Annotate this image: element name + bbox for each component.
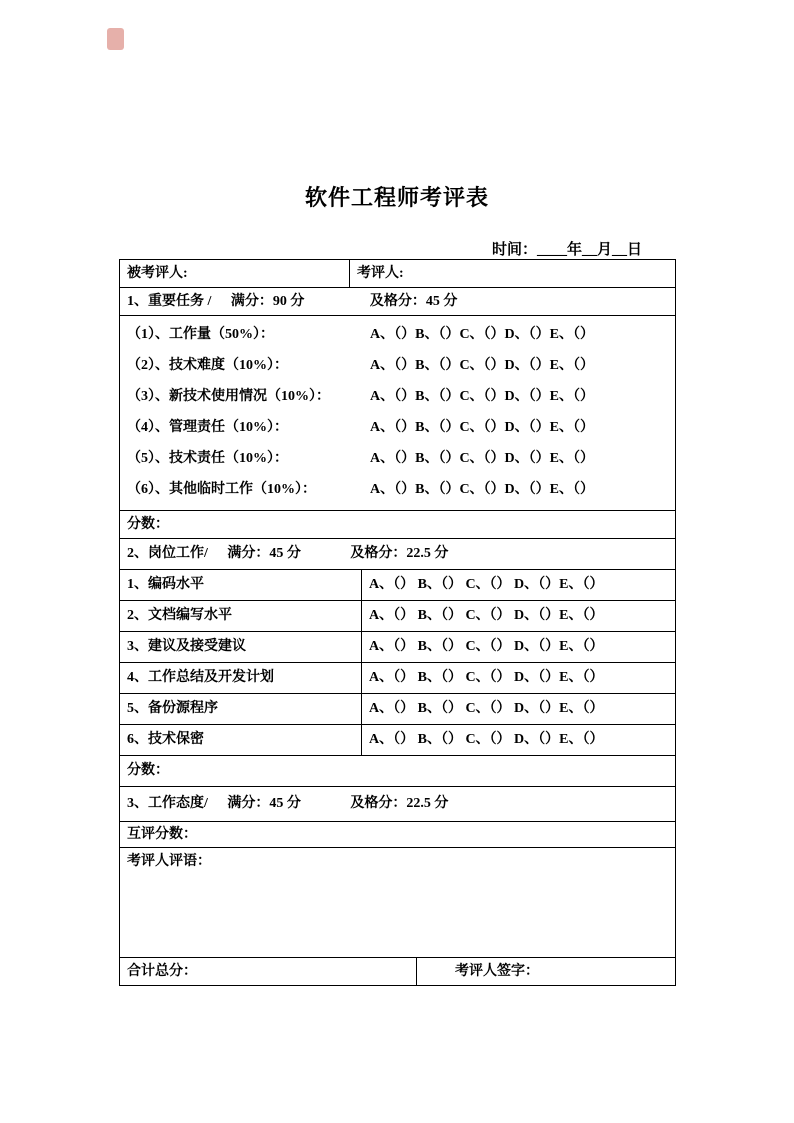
section1-score-row <box>120 510 675 538</box>
section1-body-cell <box>120 316 675 510</box>
criteria-row-2 <box>120 600 675 631</box>
parties-row <box>120 260 675 287</box>
criteria-2-label: 2、文档编写水平 <box>127 608 232 623</box>
task-item-6-options: A、（）B、（）C、（）D、（）E、（） <box>370 482 595 497</box>
criteria-row-5 <box>120 693 675 724</box>
task-item-6-label: （6）、其他临时工作（10%）： <box>127 482 316 497</box>
date-year-label: 年 <box>566 242 582 258</box>
task-item-5-options: A、（）B、（）C、（）D、（）E、（） <box>370 451 595 466</box>
task-item-4-label: （4）、管理责任（10%）： <box>127 420 288 435</box>
criteria-3-label: 3、建议及接受建议 <box>127 639 246 654</box>
comments-row <box>120 847 675 957</box>
section1-pass-score: 及格分：45 分 <box>369 294 458 309</box>
criteria-row-6 <box>120 724 675 755</box>
task-item-1-options: A、（）B、（）C、（）D、（）E、（） <box>370 327 595 342</box>
criteria-4-options: A、（） B、（） C、（） D、（）E、（） <box>361 663 675 693</box>
peer-score-label: 互评分数： <box>127 827 197 842</box>
date-year-blank: ____ <box>536 242 567 258</box>
section1-header-cell <box>120 288 675 315</box>
criteria-3-options: A、（） B、（） C、（） D、（）E、（） <box>361 632 675 662</box>
criteria-row-3 <box>120 631 675 662</box>
signature-label: 考评人签字： <box>416 958 675 985</box>
evaluation-form-table <box>119 259 676 986</box>
total-score-label: 合计总分： <box>127 964 197 979</box>
task-item-4 <box>127 412 668 443</box>
section1-full-score: 满分：90 分 <box>230 294 305 309</box>
section3-title: 3、工作态度/ <box>127 796 208 811</box>
section2-title: 2、岗位工作/ <box>127 546 208 561</box>
comments-label: 考评人评语： <box>127 854 211 869</box>
task-item-2 <box>127 350 668 381</box>
task-item-2-label: （2）、技术难度（10%）： <box>127 358 288 373</box>
criteria-5-label: 5、备份源程序 <box>127 701 218 716</box>
section3-header-cell <box>120 787 675 821</box>
task-item-5-label: （5）、技术责任（10%）： <box>127 451 288 466</box>
task-item-3-label: （3）、新技术使用情况（10%）： <box>127 389 330 404</box>
section2-header-row <box>120 538 675 569</box>
date-label: 时间： <box>491 242 537 258</box>
footer-row <box>120 957 675 985</box>
date-month-blank: __ <box>581 242 597 258</box>
criteria-6-options: A、（） B、（） C、（） D、（）E、（） <box>361 725 675 755</box>
section3-pass-score: 及格分：22.5 分 <box>350 796 449 811</box>
criteria-2-options: A、（） B、（） C、（） D、（）E、（） <box>361 601 675 631</box>
task-item-1 <box>127 319 668 350</box>
evaluator-cell: 考评人: <box>349 260 675 287</box>
date-month-label: 月 <box>596 242 612 258</box>
section3-full-score: 满分：45 分 <box>227 796 301 811</box>
evaluatee-cell: 被考评人: <box>127 266 188 281</box>
page-title: 软件工程师考评表 <box>304 185 489 210</box>
section2-pass-score: 及格分：22.5 分 <box>350 546 449 561</box>
task-item-3-options: A、（）B、（）C、（）D、（）E、（） <box>370 389 595 404</box>
criteria-row-1 <box>120 569 675 600</box>
criteria-4-label: 4、工作总结及开发计划 <box>127 670 274 685</box>
red-watermark-stamp <box>107 28 124 50</box>
task-item-6 <box>127 474 668 505</box>
date-line <box>120 238 676 259</box>
section1-header-row <box>120 287 675 315</box>
task-item-2-options: A、（）B、（）C、（）D、（）E、（） <box>370 358 595 373</box>
section1-body-row <box>120 315 675 510</box>
criteria-1-options: A、（） B、（） C、（） D、（）E、（） <box>361 570 675 600</box>
section1-score-label: 分数： <box>127 517 169 532</box>
task-item-5 <box>127 443 668 474</box>
peer-score-row <box>120 821 675 847</box>
section2-full-score: 满分：45 分 <box>227 546 301 561</box>
section1-title: 1、重要任务 / <box>127 294 212 309</box>
section2-score-label: 分数： <box>127 763 169 778</box>
task-item-3 <box>127 381 668 412</box>
criteria-row-4 <box>120 662 675 693</box>
criteria-6-label: 6、技术保密 <box>127 732 204 747</box>
task-item-4-options: A、（）B、（）C、（）D、（）E、（） <box>370 420 595 435</box>
section2-header-cell <box>120 539 675 569</box>
date-day-blank: __ <box>611 242 627 258</box>
section2-score-row <box>120 755 675 786</box>
section3-header-row <box>120 786 675 821</box>
criteria-1-label: 1、编码水平 <box>127 577 204 592</box>
task-item-1-label: （1）、工作量（50%）： <box>127 327 274 342</box>
criteria-5-options: A、（） B、（） C、（） D、（）E、（） <box>361 694 675 724</box>
date-day-label: 日 <box>626 242 642 258</box>
